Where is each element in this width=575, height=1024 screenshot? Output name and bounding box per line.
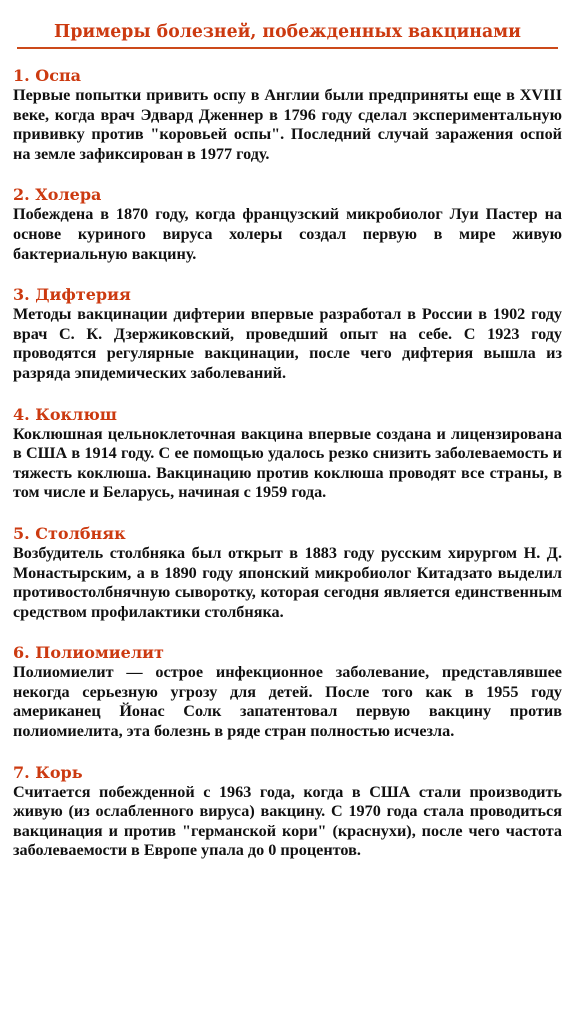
section-heading: 6. Полиомиелит: [13, 643, 164, 663]
section-smallpox: [13, 65, 562, 164]
section-text: Побеждена в 1870 году, когда французский микробиолог Луи Пастер на основе куриного вируса холеры создал первую в мире живую бактериальную вакцину.: [13, 205, 562, 263]
section-text: Первые попытки привить оспу в Англии были предприняты еще в XVIII веке, когда врач Эдвард Дженнер в 1796 году сделал экспериментальную прививку против "коровьей оспы". Последний случай заражения оспой на земле зафиксирован в 1977 году.: [13, 86, 562, 163]
title-block: [17, 22, 558, 49]
section-polio: [13, 642, 562, 741]
section-text: Коклюшная цельноклеточная вакцина впервые создана и лицензирована в США в 1914 году. С ее помощью удалось резко снизить заболеваемость и тяжесть коклюша. Вакцинацию против коклюша проводят все страны, в том числе и Беларусь, начиная с 1959 года.: [13, 424, 562, 502]
section-tetanus: [13, 523, 562, 622]
section-pertussis: [13, 404, 562, 503]
section-heading: 2. Холера: [13, 185, 102, 205]
section-text: Считается побежденной с 1963 года, когда в США стали производить живую (из ослабленного вируса) вакцину. С 1970 года стала проводиться вакцинация и против "германской кори" (краснухи), после чего частота заболеваемости в Европе упала до 0 процентов.: [13, 782, 562, 860]
section-diphtheria: [13, 284, 562, 383]
page-title: Примеры болезней, побежденных вакцинами: [54, 22, 521, 42]
section-measles: [13, 762, 562, 861]
section-heading: 7. Корь: [13, 762, 83, 782]
section-text: Методы вакцинации дифтерии впервые разработал в России в 1902 году врач С. К. Дзержиковский, проведший опыт на себе. С 1923 году проводятся регулярные вакцинации, после чего дифтерия вышла из разряда эпидемических заболеваний.: [13, 305, 562, 382]
document-page: [13, 22, 562, 881]
section-heading: 4. Коклюш: [13, 404, 117, 424]
section-text: Полиомиелит — острое инфекционное заболевание, представлявшее некогда серьезную угрозу для детей. После того как в 1955 году американец Йонас Солк запатентовал первую вакцину против полиомиелита, эта болезнь в ряде стран полностью исчезла.: [13, 663, 562, 741]
section-cholera: [13, 184, 562, 264]
section-heading: 3. Дифтерия: [13, 285, 131, 305]
section-heading: 1. Оспа: [13, 66, 82, 85]
section-heading: 5. Столбняк: [13, 523, 126, 543]
section-text: Возбудитель столбняка был открыт в 1883 году русским хирургом Н. Д. Монастырским, а в 1890 году японский микробиолог Китадзато выделил противостолбнячную сыворотку, которая сегодня является единственным средством профилактики столбняка.: [13, 543, 562, 621]
